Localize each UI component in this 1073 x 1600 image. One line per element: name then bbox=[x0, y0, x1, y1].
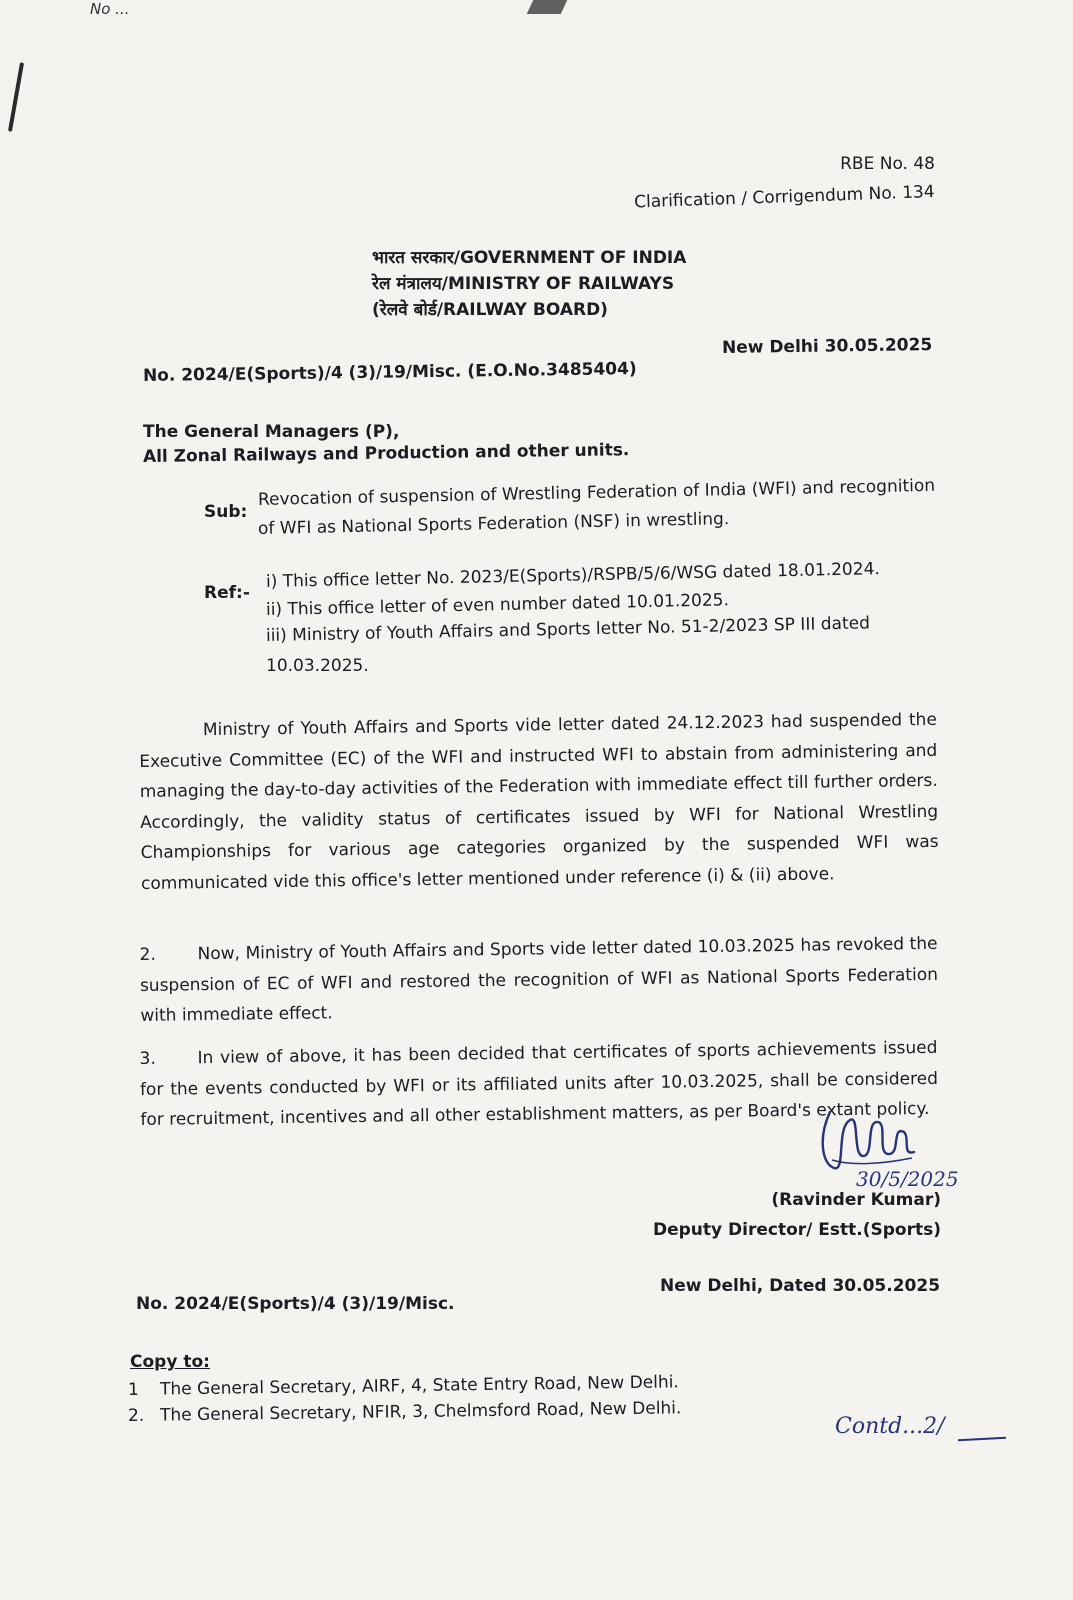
letter-number: No. 2024/E(Sports)/4 (3)/19/Misc. (E.O.No.3485404) bbox=[142, 359, 637, 386]
endorsement-number: No. 2024/E(Sports)/4 (3)/19/Misc. bbox=[136, 1294, 455, 1314]
continued-underline bbox=[958, 1437, 1006, 1442]
corrigendum-number: Clarification / Corrigendum No. 134 bbox=[634, 182, 936, 213]
margin-pen-mark bbox=[8, 62, 24, 132]
paragraph-text: In view of above, it has been decided that certificates of sports achievements issued for the events conducted by WFI or its affiliated units after 10.03.2025, shall be considered for recruitment, incentives and all other establishment matters, as per Board's extant policy. bbox=[139, 1037, 939, 1130]
paragraph-2 bbox=[139, 929, 938, 1032]
continued-note: Contd...2/ bbox=[835, 1414, 945, 1439]
subject-line-1: Revocation of suspension of Wrestling Federation of India (WFI) and recognition bbox=[257, 475, 936, 510]
reference-item: ii) This office letter of even number dated 10.01.2025. bbox=[265, 590, 730, 620]
copy-to-number: 2. bbox=[127, 1405, 145, 1426]
reference-label: Ref:- bbox=[204, 583, 250, 603]
header-government: भारत सरकार/GOVERNMENT OF INDIA bbox=[372, 248, 687, 268]
reference-item: i) This office letter No. 2023/E(Sports)/RSPB/5/6/WSG dated 18.01.2024. bbox=[265, 559, 881, 592]
signatory-name: (Ravinder Kumar) bbox=[771, 1190, 941, 1210]
copy-to-text: The General Secretary, NFIR, 3, Chelmsford Road, New Delhi. bbox=[159, 1398, 682, 1426]
paragraph-number: 2. bbox=[139, 944, 156, 966]
letter-date: New Delhi 30.05.2025 bbox=[721, 335, 933, 358]
copy-to-number: 1 bbox=[127, 1379, 139, 1400]
top-handwritten-note: No ... bbox=[90, 0, 130, 18]
handwritten-signature bbox=[812, 1098, 972, 1194]
copy-to-label: Copy to: bbox=[130, 1352, 210, 1372]
copy-to-item bbox=[128, 1396, 682, 1428]
paragraph-1: Ministry of Youth Affairs and Sports vide letter dated 24.12.2023 had suspended the Executive Committee (EC) of the WFI and instructed WFI to abstain from administering and managing the day-to-day activities of the Federation with immediate effect till further orders. Accordingly, the validity status of certificates issued by WFI for National Wrestling Championships for various age categories organized by the suspended WFI was communicated vide this office's letter mentioned under reference (i) & (ii) above. bbox=[139, 709, 939, 894]
reference-item: iii) Ministry of Youth Affairs and Sports letter No. 51-2/2023 SP III dated bbox=[265, 613, 871, 646]
signature-date: 30/5/2025 bbox=[856, 1167, 959, 1191]
header-board: (रेलवे बोर्ड/RAILWAY BOARD) bbox=[372, 300, 608, 320]
subject-label: Sub: bbox=[204, 502, 248, 522]
paragraph-number: 3. bbox=[139, 1048, 156, 1070]
header-ministry: रेल मंत्रालय/MINISTRY OF RAILWAYS bbox=[372, 274, 675, 294]
paragraph-text: Now, Ministry of Youth Affairs and Sports vide letter dated 10.03.2025 has revoked the suspension of EC of WFI and restored the recognition of WFI as National Sports Federation with immediate effect. bbox=[139, 933, 939, 1026]
top-ink-mark bbox=[527, 0, 568, 14]
copy-to-text: The General Secretary, AIRF, 4, State Entry Road, New Delhi. bbox=[159, 1372, 679, 1400]
reference-item: 10.03.2025. bbox=[266, 656, 369, 676]
endorsement-date: New Delhi, Dated 30.05.2025 bbox=[660, 1276, 941, 1296]
rbe-number: RBE No. 48 bbox=[840, 154, 935, 174]
subject-line-2: of WFI as National Sports Federation (NSF) in wrestling. bbox=[257, 509, 730, 539]
addressee-line-2: All Zonal Railways and Production and other units. bbox=[142, 440, 630, 467]
addressee-line-1: The General Managers (P), bbox=[143, 422, 400, 442]
signatory-designation: Deputy Director/ Estt.(Sports) bbox=[653, 1220, 941, 1240]
